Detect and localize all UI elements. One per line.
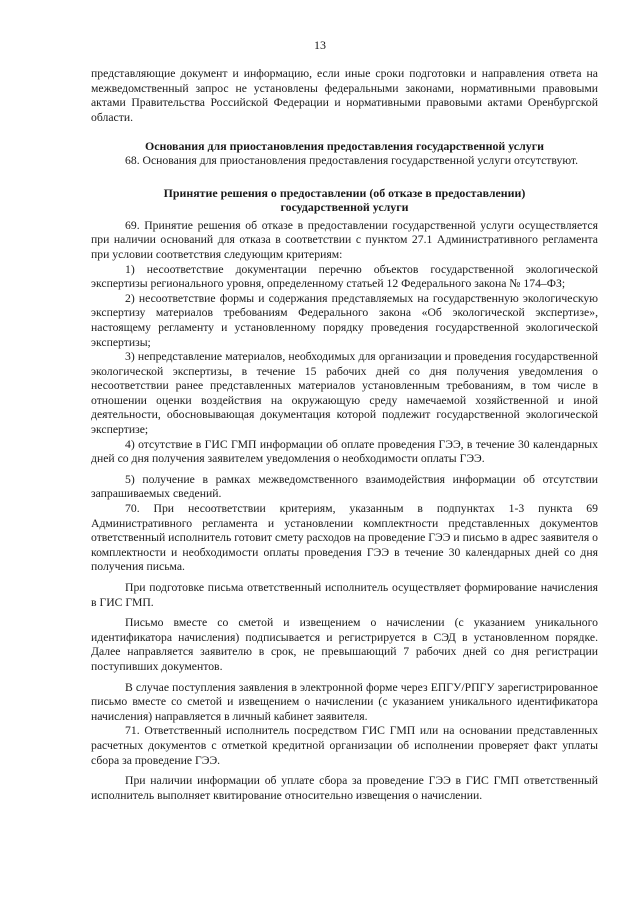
paragraph-71: 71. Ответственный исполнитель посредством ГИС ГМП или на основании представленных расчетных документов с отметкой кредитной организации об исполнении проверяет факт уплаты сбора за проведение ГЭЭ. <box>91 724 598 767</box>
paragraph-70-electronic: В случае поступления заявления в электронной форме через ЕПГУ/РПГУ зарегистрированное письмо вместе со сметой и извещением о начислении (с указанием уникального идентификатора начисления) направляется в личный кабинет заявителя. <box>91 680 598 723</box>
paragraph-68: 68. Основания для приостановления предоставления государственной услуги отсутствуют. <box>125 153 579 167</box>
intro-paragraph: представляющие документ и информацию, если иные сроки подготовки и направления ответа на межведомственный запрос не установлены федеральными законами, нормативными правовыми актами Правительства Российской Федерации и нормативными правовыми актами Оренбургской области. <box>91 67 598 124</box>
spacer <box>91 125 598 139</box>
section-heading-decision-line1: Принятие решения о предоставлении (об отказе в предоставлении) <box>163 185 526 200</box>
paragraph-71-payment: При наличии информации об уплате сбора за проведение ГЭЭ в ГИС ГМП ответственный исполнитель выполняет квитирование относительно извещения о начислении. <box>91 774 598 802</box>
paragraph-69: 69. Принятие решения об отказе в предоставлении государственной услуги осуществляется при наличии оснований для отказа в соответствии с пунктом 27.1 Административного регламента при условии соответствия следующим критериям: <box>91 218 598 261</box>
section-heading-decision <box>91 186 598 215</box>
criterion-2: 2) несоответствие формы и содержания представляемых на государственную экологическую экспертизу материалов требованиям Федерального закона «Об экологической экспертизе», настоящему регламенту и установленному порядку проведения государственной экологической экспертизы; <box>91 291 598 349</box>
section-heading-suspension: Основания для приостановления предоставления государственной услуги <box>145 139 544 154</box>
criterion-5: 5) получение в рамках межведомственного взаимодействия информации об отсутствии запрашиваемых сведений. <box>91 472 598 501</box>
criterion-3: 3) непредставление материалов, необходимых для организации и проведения государственной экологической экспертизы, в течение 15 рабочих дней со дня получения уведомления о несоответствии ранее представленных материалов установленным требованиям, в том числе в отношении оценки воздействия на окружающую среду намечаемой хозяйственной и иной деятельности, обосновывающая документация которой подлежит государственной экологической экспертизе; <box>91 350 598 437</box>
criterion-4: 4) отсутствие в ГИС ГМП информации об оплате проведения ГЭЭ, в течение 30 календарных дней со дня получения заявителем уведомления о необходимости оплаты ГЭЭ. <box>91 437 598 466</box>
page-number: 13 <box>314 38 326 52</box>
spacer <box>91 169 598 186</box>
document-body <box>91 67 598 803</box>
paragraph-70-billing: При подготовке письма ответственный исполнитель осуществляет формирование начисления в ГИС ГМП. <box>91 581 598 609</box>
section-heading-decision-line2: государственной услуги <box>280 200 409 215</box>
paragraph-70-letter: Письмо вместе со сметой и извещением о начислении (с указанием уникального идентификатора начисления) подписывается и регистрируется в СЭД в установленном порядке. Далее направляется заявителю в срок, не превышающий 7 рабочих дней со дня регистрации поступивших документов. <box>91 616 598 673</box>
paragraph-70: 70. При несоответствии критериям, указанным в подпунктах 1-3 пункта 69 Административного регламента и установлении комплектности представленных документов ответственный исполнитель готовит смету расходов на проведение ГЭЭ и письмо в адрес заявителя о комплектности и необходимости оплаты проведения ГЭЭ в течение 30 календарных дней со дня получения письма. <box>91 502 598 574</box>
criterion-1: 1) несоответствие документации перечню объектов государственной экологической экспертизы регионального уровня, определенному статьей 12 Федерального закона № 174–ФЗ; <box>91 262 598 291</box>
